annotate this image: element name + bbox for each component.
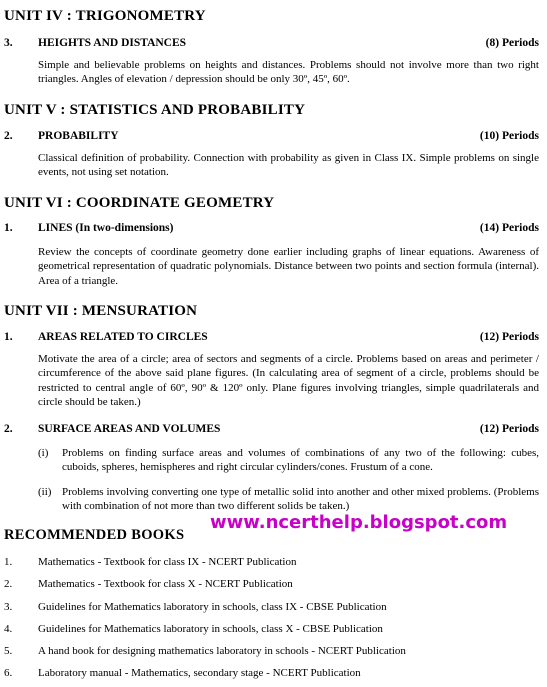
section-periods: (12) Periods (479, 331, 539, 343)
books-heading: RECOMMENDED BOOKS (4, 527, 185, 543)
unit-iv-heading: UNIT IV : TRIGONOMETRY (4, 8, 206, 24)
book-title: A hand book for designing mathematics laboratory in schools - NCERT Publication (38, 645, 406, 657)
section-areas-circles (4, 331, 539, 345)
section-description: Review the concepts of coordinate geometry done earlier including graphs of linear equations. Awareness of geometrical representation of quadratic polynomials. Distance between two points and section formula (internal). Area of a triangle. (38, 246, 539, 287)
section-number: 2. (4, 130, 13, 142)
sub-item-text: Problems on finding surface areas and volumes of combinations of any two of the following: cubes, cuboids, spheres, hemispheres and right circular cylinders/cones. Frustum of a cone. (62, 447, 539, 474)
section-periods: (10) Periods (479, 130, 539, 142)
book-number: 6. (4, 667, 13, 679)
section-surface-areas (4, 423, 539, 437)
section-title: AREAS RELATED TO CIRCLES (38, 331, 208, 343)
section-probability (4, 130, 539, 144)
section-description: Classical definition of probability. Connection with probability as given in Class IX. Simple problems on single events, not using set notation. (38, 152, 539, 179)
section-title: SURFACE AREAS AND VOLUMES (38, 423, 221, 435)
unit-vi-heading: UNIT VI : COORDINATE GEOMETRY (4, 195, 275, 211)
section-title: LINES (In two-dimensions) (38, 222, 174, 234)
section-heights-distances (4, 37, 539, 51)
book-title: Guidelines for Mathematics laboratory in schools, class IX - CBSE Publication (38, 601, 387, 613)
book-title: Guidelines for Mathematics laboratory in schools, class X - CBSE Publication (38, 623, 383, 635)
book-number: 1. (4, 556, 13, 568)
section-periods: (12) Periods (479, 423, 539, 435)
section-title: PROBABILITY (38, 130, 119, 142)
section-periods: (14) Periods (479, 222, 539, 234)
section-number: 2. (4, 423, 13, 435)
section-number: 1. (4, 222, 13, 234)
website-watermark: www.ncerthelp.blogspot.com (210, 512, 508, 533)
section-number: 3. (4, 37, 13, 49)
section-description: Simple and believable problems on heights and distances. Problems should not involve more than two right triangles. Angles of elevation / depression should be only 30º, 45º, 60º. (38, 59, 539, 86)
book-title: Mathematics - Textbook for class X - NCERT Publication (38, 578, 293, 590)
section-title: HEIGHTS AND DISTANCES (38, 37, 187, 49)
book-number: 2. (4, 578, 13, 590)
sub-item-label: (i) (38, 447, 49, 459)
unit-vii-heading: UNIT VII : MENSURATION (4, 303, 198, 319)
sub-item-label: (ii) (38, 486, 52, 498)
book-number: 5. (4, 645, 13, 657)
book-number: 4. (4, 623, 13, 635)
section-description: Motivate the area of a circle; area of sectors and segments of a circle. Problems based on areas and perimeter / circumference of the above said plane figures. (In calculating area of segment of a circle, problems should be restricted to central angle of 60º, 90º & 120º only. Plane figures involving triangles, simple quadrilaterals and circle should be taken.) (38, 353, 539, 408)
unit-v-heading: UNIT V : STATISTICS AND PROBABILITY (4, 102, 306, 118)
book-number: 3. (4, 601, 13, 613)
section-number: 1. (4, 331, 13, 343)
book-title: Mathematics - Textbook for class IX - NCERT Publication (38, 556, 297, 568)
book-title: Laboratory manual - Mathematics, secondary stage - NCERT Publication (38, 667, 361, 679)
section-lines (4, 222, 539, 236)
section-periods: (8) Periods (485, 37, 539, 49)
sub-item-text: Problems involving converting one type of metallic solid into another and other mixed problems. (Problems with combination of not more than two different solids be taken.) (62, 486, 539, 513)
